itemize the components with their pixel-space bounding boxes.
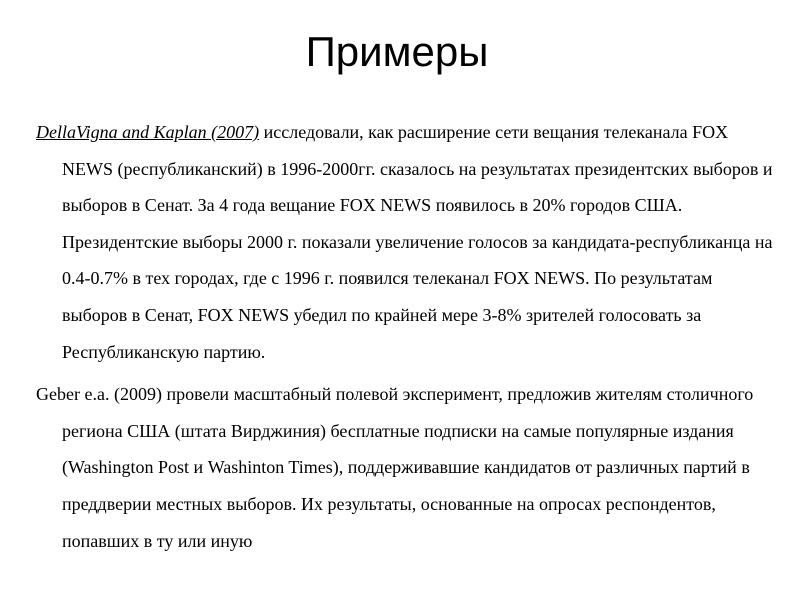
citation-link[interactable]: DellaVigna and Kaplan (2007): [36, 122, 260, 142]
slide-body: [36, 114, 776, 565]
paragraph-text: Geber e.a. (2009) провели масштабный полевой эксперимент, предложив жителям столичного региона США (штата Вирджиния) бесплатные подписки на самые популярные издания (Washington Post и Washinton Times), поддерживавшие кандидатов от различных партий в преддверии местных выборов. Их результаты, основанные на опросах респондентов, попавших в ту или иную: [36, 384, 754, 551]
paragraph-text: исследовали, как расширение сети вещания телеканала FOX NEWS (республиканский) в 1996-2000гг. сказалось на результатах президентских выборов и выборов в Сенат. За 4 года вещание FOX NEWS появилось в 20% городов США. Президентские выборы 2000 г. показали увеличение голосов за кандидата-республиканца на 0.4-0.7% в тех городах, где с 1996 г. появился телеканал FOX NEWS. По результатам выборов в Сенат, FOX NEWS убедил по крайней мере 3-8% зрителей голосовать за Республиканскую партию.: [62, 122, 773, 362]
paragraph-geber: [36, 376, 776, 559]
paragraph-dellavigna-kaplan: [36, 114, 776, 370]
slide-title: Примеры: [305, 28, 489, 75]
